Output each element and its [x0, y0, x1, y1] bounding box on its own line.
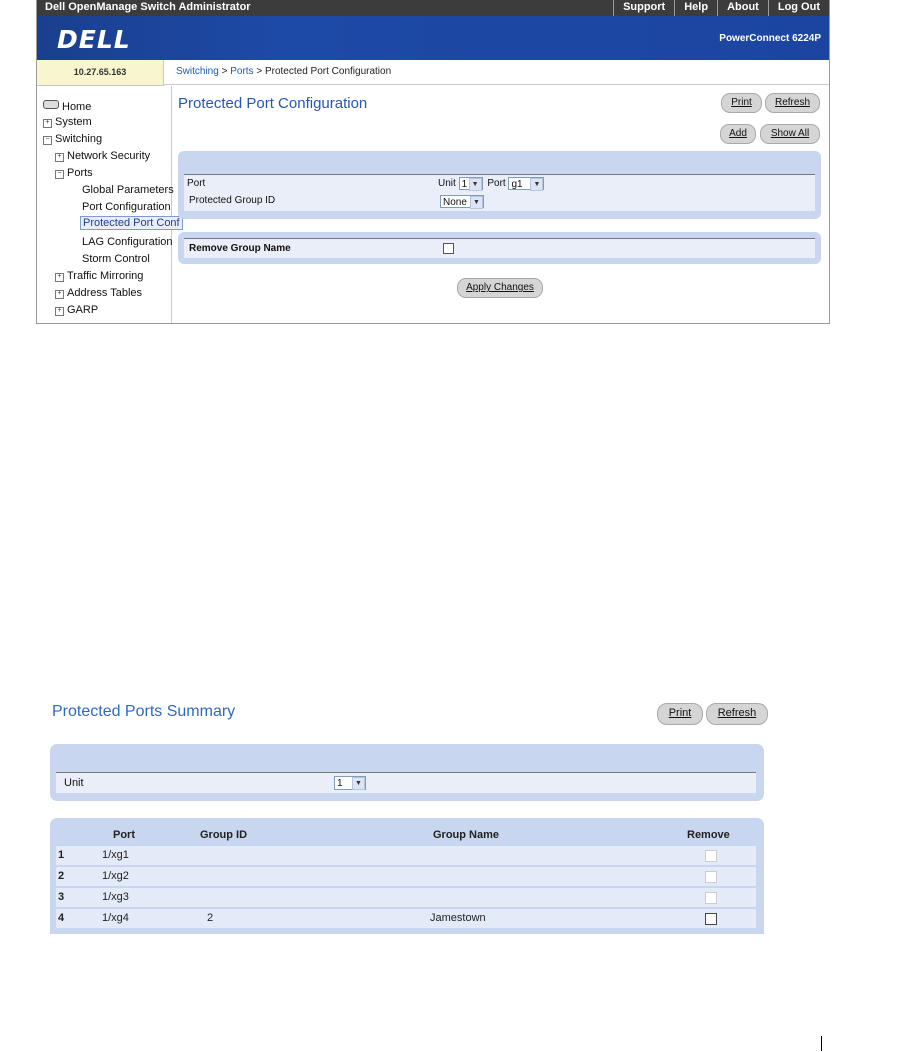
sidebar-item-label: Switching — [55, 133, 103, 145]
page-margin-rule — [821, 1036, 822, 1051]
chevron-down-icon: ▼ — [469, 178, 482, 191]
refresh-button[interactable]: Refresh — [765, 93, 820, 113]
help-link[interactable]: Help — [674, 0, 717, 16]
product-name: PowerConnect 6224P — [719, 33, 821, 44]
summary-unit-label: Unit — [64, 777, 84, 789]
row-number: 2 — [58, 870, 65, 882]
sidebar-item-protected-port-conf[interactable] — [80, 217, 183, 229]
sidebar-item-address-tables[interactable] — [55, 287, 142, 299]
expand-icon[interactable]: + — [55, 153, 64, 162]
group-id-select[interactable] — [440, 195, 484, 208]
expand-icon[interactable]: + — [55, 290, 64, 299]
unit-select-value: 1 — [461, 179, 468, 190]
expand-icon[interactable]: + — [55, 307, 64, 316]
row-number: 4 — [58, 912, 65, 924]
summary-title: Protected Ports Summary — [52, 703, 236, 720]
row-number: 3 — [58, 891, 65, 903]
breadcrumb-ports[interactable]: Ports — [230, 66, 254, 77]
banner — [37, 16, 829, 60]
summary-print-button[interactable]: Print — [657, 703, 703, 725]
expand-icon[interactable]: + — [43, 119, 52, 128]
group-id-select-value: None — [443, 197, 467, 208]
breadcrumb — [164, 60, 829, 85]
sidebar-item-label: Home — [62, 101, 92, 113]
sidebar-item-label: GARP — [67, 304, 99, 316]
row-port: 1/xg4 — [102, 912, 129, 924]
sidebar-item-network-security[interactable] — [55, 150, 150, 162]
expand-icon[interactable]: + — [55, 273, 64, 282]
chevron-down-icon: ▼ — [530, 178, 543, 191]
unit-label: Unit — [438, 178, 456, 190]
row-remove-checkbox[interactable] — [705, 850, 717, 862]
page-title: Protected Port Configuration — [178, 95, 368, 112]
summary-unit-row — [56, 772, 756, 793]
table-row — [56, 846, 756, 865]
row-port: 1/xg3 — [102, 891, 129, 903]
breadcrumb-current: Protected Port Configuration — [264, 66, 392, 77]
group-id-label: Protected Group ID — [189, 195, 276, 206]
sidebar-item-global-parameters[interactable] — [82, 184, 174, 196]
sidebar-item-label: Protected Port Conf — [80, 216, 183, 230]
config-panel — [178, 151, 821, 219]
sidebar-item-label: Traffic Mirroring — [67, 270, 144, 282]
remove-group-panel — [178, 232, 821, 264]
sidebar-item-ports[interactable] — [55, 167, 93, 179]
add-button[interactable]: Add — [720, 124, 756, 144]
dell-logo: DELL — [57, 25, 131, 54]
port-select-value: g1 — [511, 179, 523, 190]
remove-group-name-label: Remove Group Name — [189, 243, 291, 254]
print-button[interactable]: Print — [721, 93, 762, 113]
summary-unit-select[interactable] — [334, 776, 366, 790]
home-icon — [43, 100, 59, 109]
port-row — [184, 174, 815, 193]
port-select[interactable] — [508, 177, 544, 190]
about-link[interactable]: About — [717, 0, 768, 16]
group-id-row — [184, 193, 815, 211]
apply-changes-button[interactable]: Apply Changes — [457, 278, 543, 298]
sidebar-item-label: Storm Control — [82, 253, 150, 265]
main-content — [172, 86, 829, 323]
sidebar-item-label: Global Parameters — [82, 184, 174, 196]
sidebar-item-system[interactable] — [43, 116, 92, 128]
row-number: 1 — [58, 849, 65, 861]
sidebar-item-label: Address Tables — [67, 287, 143, 299]
collapse-icon[interactable]: − — [55, 170, 64, 179]
summary-unit-select-value: 1 — [337, 778, 343, 789]
row-port: 1/xg1 — [102, 849, 129, 861]
table-row — [56, 909, 756, 928]
table-row — [56, 867, 756, 886]
top-links — [613, 0, 829, 16]
row-remove-checkbox[interactable] — [705, 871, 717, 883]
sidebar-item-port-configuration[interactable] — [82, 201, 171, 213]
breadcrumb-separator: > — [218, 66, 231, 77]
col-header-group-name: Group Name — [433, 829, 500, 841]
chevron-down-icon: ▼ — [352, 777, 365, 790]
port-select-label: Port — [487, 178, 506, 190]
sidebar-item-label: LAG Configuration — [82, 236, 173, 248]
breadcrumb-separator: > — [253, 66, 265, 77]
support-link[interactable]: Support — [613, 0, 674, 16]
col-header-port: Port — [113, 829, 135, 841]
sidebar-item-label: Port Configuration — [82, 201, 171, 213]
col-header-remove: Remove — [687, 829, 730, 841]
row-remove-checkbox[interactable] — [705, 892, 717, 904]
sidebar-item-lag-configuration[interactable] — [82, 236, 173, 248]
sidebar-item-storm-control[interactable] — [82, 253, 150, 265]
row-remove-checkbox[interactable] — [705, 913, 717, 925]
app-title: Dell OpenManage Switch Administrator — [45, 1, 251, 13]
sidebar-item-home[interactable] — [43, 100, 91, 113]
show-all-button[interactable]: Show All — [760, 124, 820, 144]
ip-address: 10.27.65.163 — [37, 60, 164, 86]
summary-unit-panel — [50, 744, 764, 801]
remove-group-row — [184, 238, 815, 258]
col-header-group-id: Group ID — [200, 829, 248, 841]
logout-link[interactable]: Log Out — [768, 0, 829, 16]
unit-select[interactable] — [459, 177, 483, 190]
sidebar-item-label: Network Security — [67, 150, 151, 162]
collapse-icon[interactable]: − — [43, 136, 52, 145]
table-row — [56, 888, 756, 907]
protected-port-config-window — [36, 0, 830, 324]
summary-refresh-button[interactable]: Refresh — [706, 703, 768, 725]
sidebar-item-label: Ports — [67, 167, 93, 179]
port-label: Port — [187, 178, 206, 189]
row-port: 1/xg2 — [102, 870, 129, 882]
remove-group-name-checkbox[interactable] — [443, 243, 454, 254]
row-group-name: Jamestown — [430, 912, 486, 924]
sidebar-item-switching[interactable] — [43, 133, 102, 145]
port-selectors — [438, 177, 544, 190]
sidebar-tree — [37, 86, 180, 323]
sidebar-item-garp[interactable] — [55, 304, 98, 316]
top-bar — [37, 0, 829, 16]
row-group-id: 2 — [207, 912, 214, 924]
chevron-down-icon: ▼ — [470, 196, 483, 209]
breadcrumb-switching[interactable]: Switching — [176, 66, 219, 77]
sidebar-item-traffic-mirroring[interactable] — [55, 270, 143, 282]
sidebar-item-label: System — [55, 116, 92, 128]
